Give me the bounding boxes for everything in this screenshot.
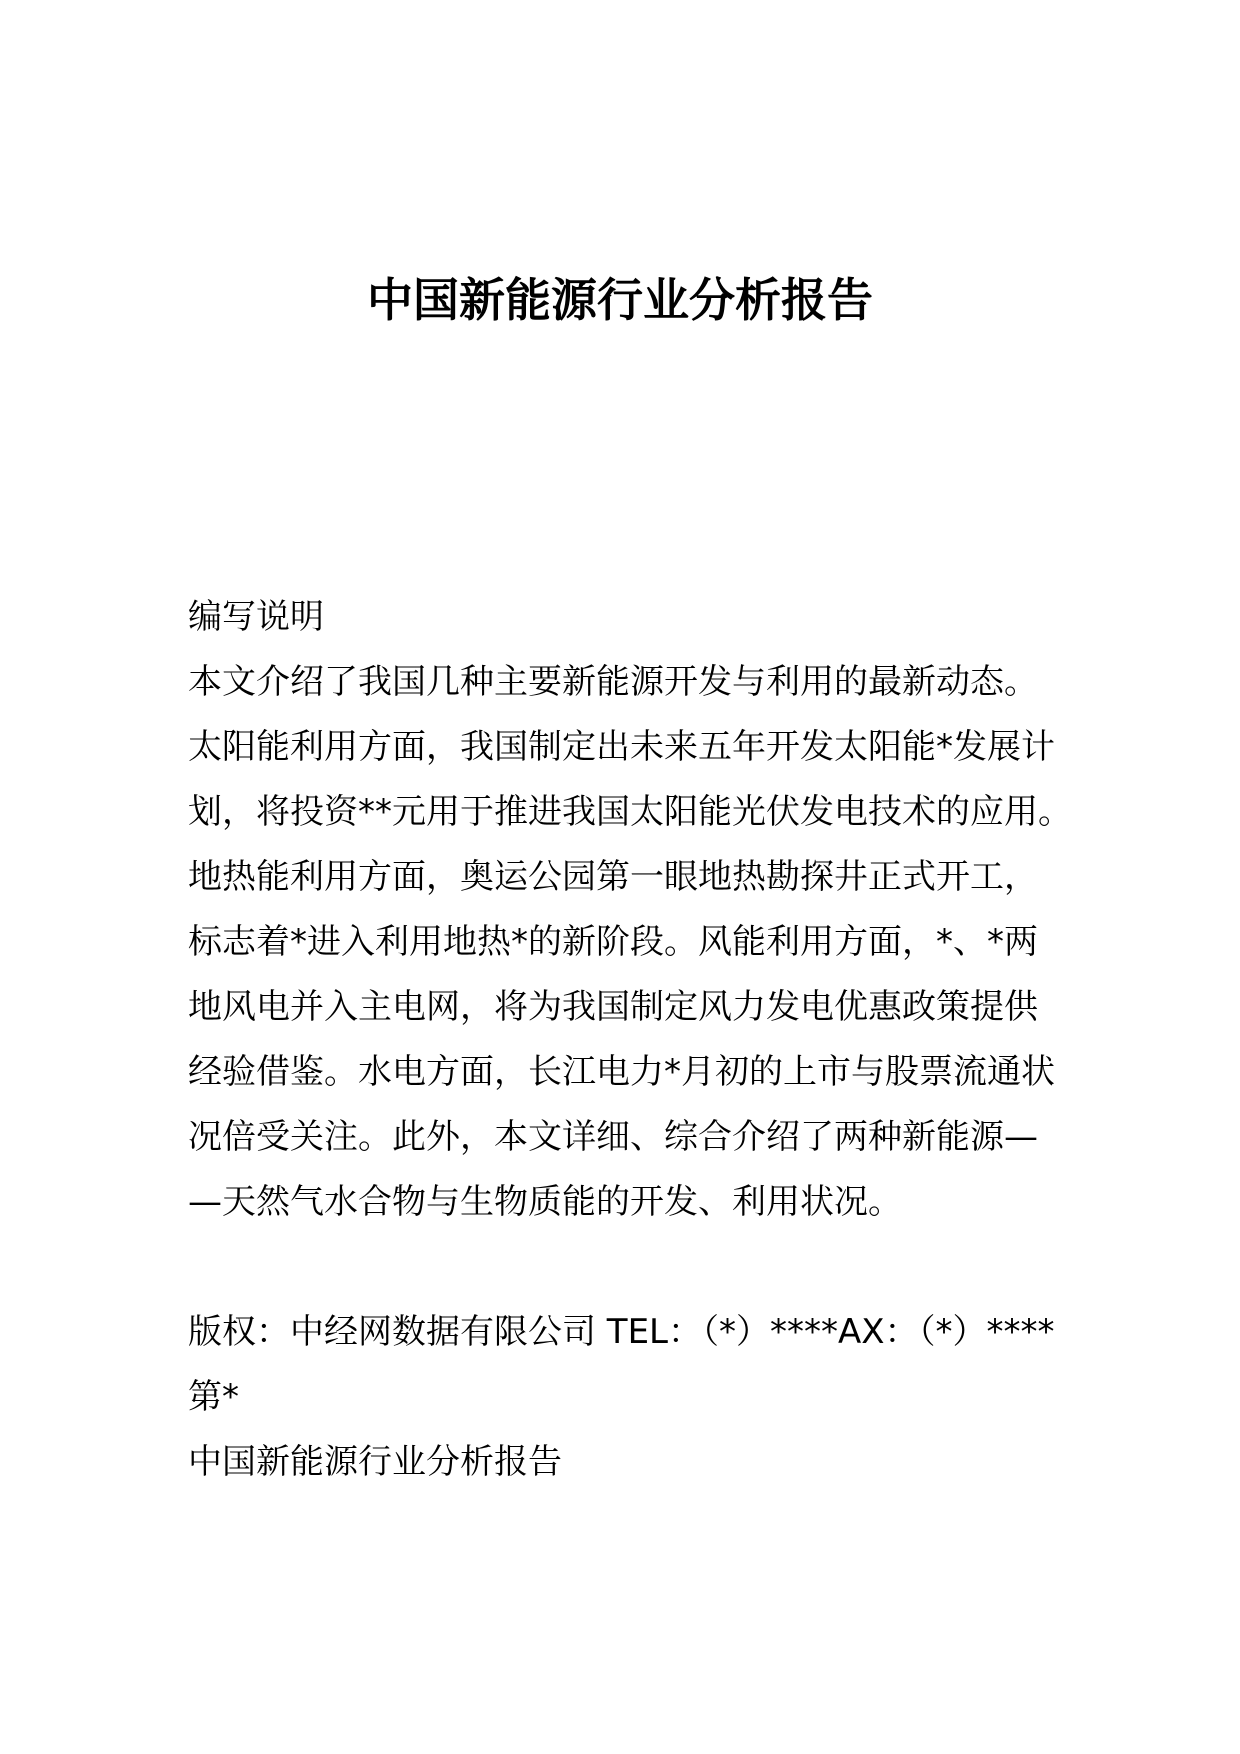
paragraph-line: 划，将投资**元用于推进我国太阳能光伏发电技术的应用。 [188, 792, 1072, 832]
paragraph-line: 经验借鉴。水电方面，长江电力*月初的上市与股票流通状 [188, 1052, 1055, 1092]
paragraph-line: 本文介绍了我国几种主要新能源开发与利用的最新动态。 [188, 662, 1038, 702]
section-heading: 编写说明 [188, 597, 324, 637]
issue-number: 第* [188, 1377, 239, 1417]
paragraph-line: 标志着*进入利用地热*的新阶段。风能利用方面，*、*两 [188, 922, 1038, 962]
paragraph-line: 况倍受关注。此外，本文详细、综合介绍了两种新能源— [188, 1117, 1038, 1157]
document-body [188, 585, 1078, 1495]
copyright-line: 版权：中经网数据有限公司 TEL：（*）****AX：（*）**** [188, 1312, 1055, 1352]
paragraph-line: 地热能利用方面，奥运公园第一眼地热勘探井正式开工， [188, 857, 1038, 897]
paragraph-line: —天然气水合物与生物质能的开发、利用状况。 [188, 1182, 902, 1222]
document-title: 中国新能源行业分析报告 [367, 273, 873, 327]
spacer [188, 1235, 1078, 1300]
report-name: 中国新能源行业分析报告 [188, 1442, 562, 1482]
paragraph-line: 太阳能利用方面，我国制定出未来五年开发太阳能*发展计 [188, 727, 1055, 767]
paragraph-line: 地风电并入主电网，将为我国制定风力发电优惠政策提供 [188, 987, 1038, 1027]
